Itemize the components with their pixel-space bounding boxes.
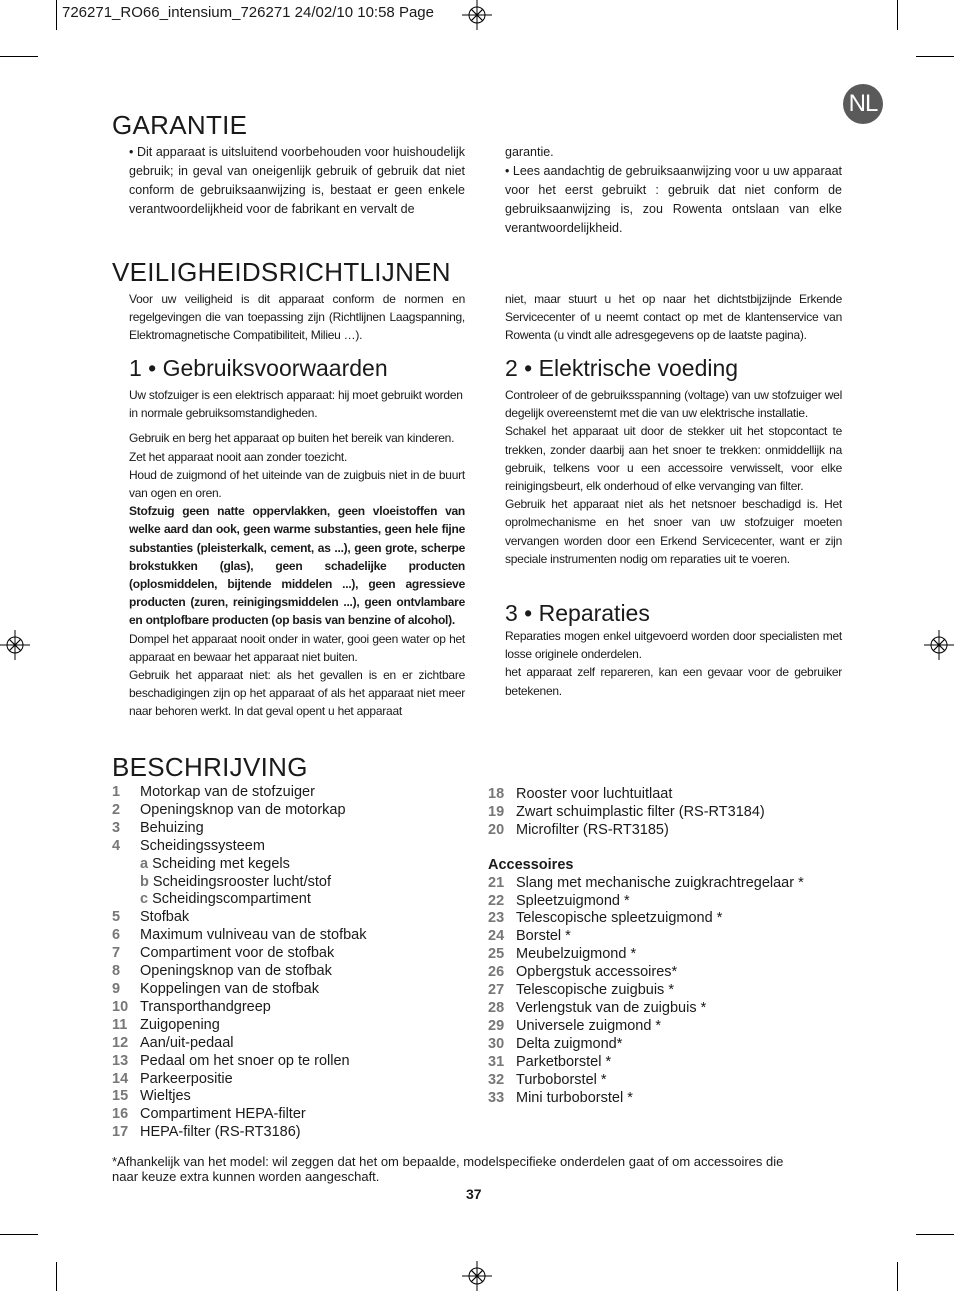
warning-paragraph: Stofzuig geen natte oppervlakken, geen vloeistoffen van welke aard dan ook, geen warme substanties, geen hele fijne substanties (pleisterkalk, cement, as ...), geen grote, scherpe brokstukken (glas), geen schadelijke producten (oplosmiddelen, bijtende middelen ...), geen agressieve producten (zuren, reinigingsmiddelen ...), geen ontvlambare en ontplofbare producten (op basis van benzine of alcohol).: [129, 504, 465, 628]
list-item: 9 Koppelingen van de stofbak: [112, 980, 319, 997]
list-item: 18 Rooster voor luchtuitlaat: [488, 786, 673, 802]
crop-mark: [897, 0, 898, 30]
list-item: 6 Maximum vulniveau van de stofbak: [112, 927, 367, 944]
footnote: *Afhankelijk van het model: wil zeggen dat het om bepaalde, modelspecifieke onderdelen gaat of om accessoires die naar keuze extra kunnen worden aangeschaft.: [112, 1154, 784, 1184]
list-item: 22 Spleetzuigmond *: [488, 892, 630, 909]
list-item: 2 Openingsknop van de motorkap: [112, 801, 346, 818]
parts-list-left: [112, 784, 472, 1142]
crop-mark: [0, 1234, 38, 1235]
section-title-veiligheid: VEILIGHEIDSRICHTLIJNEN: [112, 257, 451, 287]
section-title-beschrijving: BESCHRIJVING: [112, 752, 308, 782]
paragraph: Gebruik het apparaat niet als het netsnoer beschadigd is. Het oprolmechanisme en het snoer van uw stofzuiger moeten vervangen worden door een Erkend Servicecenter, want er zijn speciale instrumenten nodig om reparaties uit te voeren.: [505, 497, 842, 566]
list-item: 24 Borstel *: [488, 928, 571, 945]
paragraph: Uw stofzuiger is een elektrisch apparaat: hij moet gebruikt worden in normale gebruiksomstandigheden.: [129, 388, 463, 421]
list-item: 7 Compartiment voor de stofbak: [112, 945, 335, 962]
list-item: 20 Microfilter (RS-RT3185): [488, 821, 669, 838]
list-item: 4 Scheidingssysteem: [112, 837, 265, 854]
crop-mark: [0, 56, 38, 57]
list-item: 19 Zwart schuimplastic filter (RS-RT3184): [488, 803, 765, 820]
crop-mark: [916, 1234, 954, 1235]
sub-list-item: a Scheiding met kegels: [140, 855, 290, 872]
print-slug: 726271_RO66_intensium_726271 24/02/10 10:58 Page: [62, 4, 434, 21]
sec2-body: [505, 386, 842, 568]
paragraph: Schakel het apparaat uit door de stekker uit het stopcontact te trekken, zonder daarbij aan het snoer te trekken: onmiddellijk na gebruik, telkens voor u een accessoire verwisselt, voor elke reinigingsbeurt, elk onderhoud of elke vervanging van filter.: [505, 424, 842, 494]
sub-list-item: c Scheidingscompartiment: [140, 891, 311, 908]
list-item: 28 Verlengstuk van de zuigbuis *: [488, 999, 707, 1016]
paragraph: Zet het apparaat nooit aan zonder toezicht.: [129, 449, 348, 464]
list-item: 8 Openingsknop van de stofbak: [112, 963, 332, 980]
parts-list-right: [488, 786, 868, 1107]
paragraph: het apparaat zelf repareren, kan een gevaar voor de gebruiker betekenen.: [505, 665, 842, 698]
paragraph: • Lees aandachtig de gebruiksaanwijzing voor u uw apparaat voor het eerst gebruikt : gebruik dat niet conform de gebruiksaanwijzing is, zou Rowenta ontslaan van elke verantwoordelijkheid.: [505, 164, 842, 235]
paragraph: Reparaties mogen enkel uitgevoerd worden door specialisten met losse originele onderdelen.: [505, 629, 842, 662]
sec3-body: [505, 627, 842, 700]
list-item: 30 Delta zuigmond*: [488, 1035, 623, 1052]
list-item: 10 Transporthandgreep: [112, 998, 271, 1015]
paragraph: Gebruik en berg het apparaat op buiten het bereik van kinderen.: [129, 431, 455, 446]
registration-mark-icon: [924, 630, 954, 660]
veiligheid-col1: [129, 290, 465, 345]
list-item: 32 Turboborstel *: [488, 1071, 607, 1088]
list-item: 31 Parketborstel *: [488, 1053, 612, 1070]
list-item: 12 Aan/uit-pedaal: [112, 1034, 234, 1051]
list-item: 13 Pedaal om het snoer op te rollen: [112, 1052, 350, 1069]
list-item: 1 Motorkap van de stofzuiger: [112, 784, 315, 800]
crop-mark: [56, 0, 57, 30]
list-item: 5 Stofbak: [112, 909, 190, 926]
garantie-col1: [129, 143, 465, 219]
subsection-title-2: 2 • Elektrische voeding: [505, 355, 739, 381]
paragraph: • Dit apparaat is uitsluitend voorbehouden voor huishoudelijk gebruik; in geval van oneigenlijk gebruik of gebruik dat niet conform de gebruiksaanwijzing is, bestaat er geen enkele verantwoordelijkheid voor de fabrikant en vervalt de: [129, 145, 465, 216]
paragraph: garantie.: [505, 145, 554, 159]
sec1-body: [129, 386, 465, 721]
crop-mark: [916, 56, 954, 57]
sub-list-item: b Scheidingsrooster lucht/stof: [140, 873, 331, 890]
paragraph: Gebruik het apparaat niet: als het gevallen is en er zichtbare beschadigingen zijn op het apparaat of als het apparaat niet meer naar behoren werkt. In dat geval opent u het apparaat: [129, 668, 465, 719]
veiligheid-col2: [505, 290, 842, 345]
registration-mark-icon: [462, 0, 492, 30]
list-item: 33 Mini turboborstel *: [488, 1089, 633, 1106]
list-item: 16 Compartiment HEPA-filter: [112, 1106, 306, 1123]
list-item: 27 Telescopische zuigbuis *: [488, 982, 674, 999]
registration-mark-icon: [0, 630, 30, 660]
list-item: 21 Slang met mechanische zuigkrachtregelaar *: [488, 874, 804, 891]
section-title-garantie: GARANTIE: [112, 110, 248, 140]
list-item: 3 Behuizing: [112, 819, 204, 836]
language-badge: NL: [843, 84, 883, 124]
list-item: 11 Zuigopening: [112, 1016, 220, 1033]
page-number: 37: [466, 1186, 482, 1202]
list-item: 14 Parkeerpositie: [112, 1070, 233, 1087]
paragraph: Dompel het apparaat nooit onder in water, gooi geen water op het apparaat en bewaar het apparaat niet buiten.: [129, 631, 465, 664]
list-item: 17 HEPA-filter (RS-RT3186): [112, 1124, 301, 1141]
list-item: 23 Telescopische spleetzuigmond *: [488, 910, 723, 927]
garantie-col2: [505, 143, 842, 238]
list-item: 15 Wieltjes: [112, 1088, 191, 1105]
list-item: 29 Universele zuigmond *: [488, 1017, 662, 1034]
subsection-title-1: 1 • Gebruiksvoorwaarden: [129, 355, 388, 381]
paragraph: Voor uw veiligheid is dit apparaat conform de normen en regelgevingen die van toepassing zijn (Richtlijnen Laagspanning, Elektromagnetische Compatibiliteit, Milieu …).: [129, 292, 465, 343]
crop-mark: [56, 1262, 57, 1291]
subsection-title-3: 3 • Reparaties: [505, 600, 650, 626]
paragraph: Controleer of de gebruiksspanning (voltage) van uw stofzuiger wel degelijk overeenstemt met die van uw elektrische installatie.: [505, 388, 842, 421]
accessories-heading: Accessoires: [488, 856, 574, 873]
paragraph: Houd de zuigmond of het uiteinde van de zuigbuis niet in de buurt van ogen en oren.: [129, 467, 465, 501]
list-item: 26 Opbergstuk accessoires*: [488, 964, 678, 981]
crop-mark: [897, 1262, 898, 1291]
registration-mark-icon: [462, 1261, 492, 1291]
paragraph: niet, maar stuurt u het op naar het dichtstbijzijnde Erkende Servicecenter of u neemt contact op met de klantenservice van Rowenta (u vindt alle adresgegevens op de laatste pagina).: [505, 292, 842, 343]
list-item: 25 Meubelzuigmond *: [488, 946, 637, 963]
